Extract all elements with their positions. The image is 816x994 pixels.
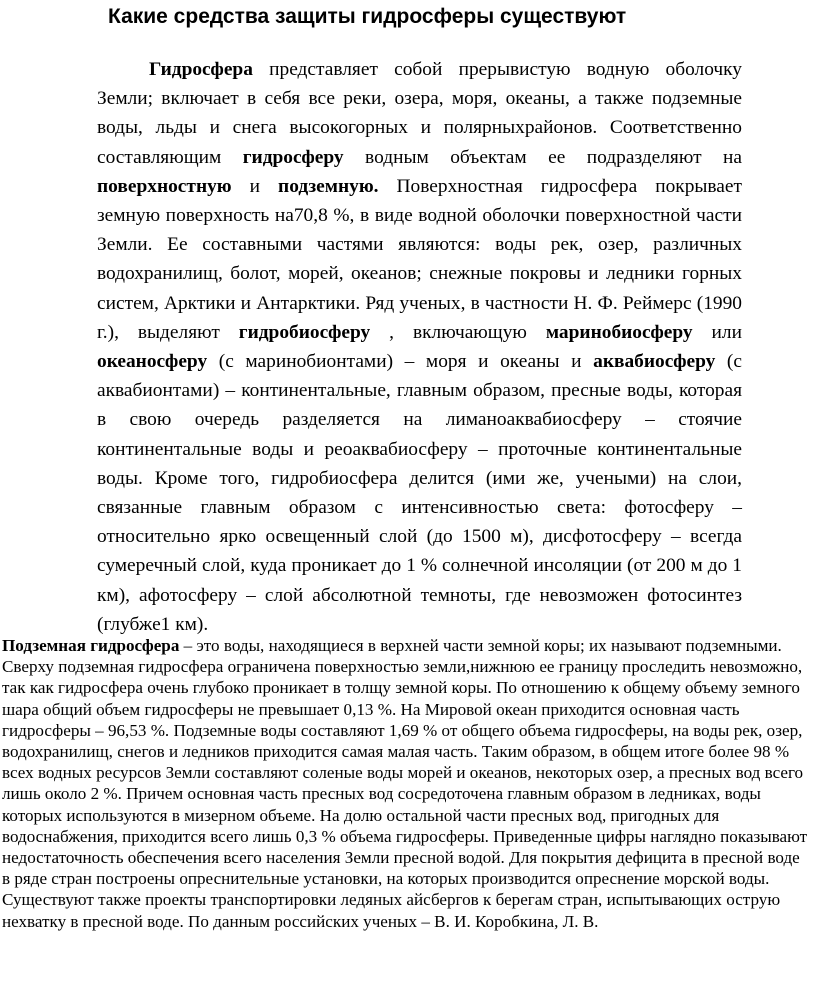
term-oceanosphere: океаносферу — [97, 351, 208, 373]
page-title: Какие средства защиты гидросферы существуют — [108, 5, 627, 28]
paragraph-text: и — [231, 175, 279, 197]
term-underground: подземную. — [278, 175, 379, 197]
paragraph-underground-hydrosphere — [2, 635, 809, 932]
paragraph-text: представляет собой прерывистую водную оболочку Земли; включает в себя все реки, озера, моря, океаны, а также подземные воды, льды и снега высокогорных и полярныхрайонов. Соответственно составляющим — [97, 59, 742, 168]
paragraph-text: Поверхностная гидросфера покрывает земную поверхность на70,8 %, в виде водной оболочки поверхностной части Земли. Ее составными частями являются: воды рек, озер, различных водохранилищ, болот, морей, океанов; снежные покровы и ледники горных систем, Арктики и Антарктики. Ряд ученых, в частности Н. Ф. Реймерс (1990 г.), выделяют — [97, 175, 742, 343]
paragraph-text: – это воды, находящиеся в верхней части земной коры; их называют подземными. Сверху подземная гидросфера ограничена поверхностью земли,нижнюю ее границу проследить невозможно, так как гидросфера очень глубоко проникает в толщу земной коры. По отношению к общему объему земного шара общий объем гидросферы не превышает 0,13 %. На Мировой океан приходится основная часть гидросферы – 96,53 %. Подземные воды составляют 1,69 % от общего объема гидросферы, на воды рек, озер, водохранилищ, снегов и ледников приходится самая малая часть. Таким образом, в общем итоге более 98 % всех водных ресурсов Земли составляют соленые воды морей и океанов, некоторых озер, а пресных вод всего лишь около 2 %. Причем основная часть пресных вод сосредоточена главным образом в ледниках, воды которых используются в мизерном объеме. На долю остальной части пресных вод, пригодных для водоснабжения, приходится всего лишь 0,3 % объема гидросферы. Приведенные цифры наглядно показывают недостаточность обеспечения всего населения Земли пресной водой. Для покрытия дефицита в пресной воде в ряде стран построены опреснительные установки, на которых производится опреснение морской воды. Существуют также проекты транспортировки ледяных айсбергов к берегам стран, испытывающих острую нехватку в пресной воде. По данным российских ученых – В. И. Коробкина, Л. В. — [2, 636, 808, 931]
term-hydrobiosphere: гидробиосферу — [238, 321, 371, 343]
paragraph-text: (с маринобионтами) – моря и океаны и — [207, 351, 594, 373]
term-underground-hydrosphere: Подземная гидросфера — [2, 636, 180, 655]
term-hydrosphere-acc: гидросферу — [242, 146, 344, 168]
term-hydrosphere: Гидросфера — [149, 59, 253, 80]
term-aquabiosphere: аквабиосферу — [593, 351, 716, 373]
term-marinobiosphere: маринобиосферу — [545, 321, 693, 343]
paragraph-text: (с аквабионтами) – континентальные, главным образом, пресные воды, которая в свою очередь разделяется на лиманоаквабиосферу – стоячие континентальные воды и реоаквабиосферу – проточные континентальные воды. Кроме того, гидробиосфера делится (ими же, учеными) на слои, связанные главным образом с интенсивностью света: фотосферу – относительно ярко освещенный слой (до 1500 м), дисфотосферу – всегда сумеречный слой, куда проникает до 1 % солнечной инсоляции (от 200 м до 1 км), афотосферу – слой абсолютной темноты, где невозможен фотосинтез (глубже1 км). — [97, 351, 742, 635]
term-surface: поверхностную — [97, 175, 232, 197]
paragraph-text: или — [692, 321, 742, 343]
paragraph-text: , включающую — [370, 321, 546, 343]
paragraph-hydrosphere-definition — [97, 55, 742, 639]
paragraph-text: водным объектам ее подразделяют на — [343, 146, 742, 168]
